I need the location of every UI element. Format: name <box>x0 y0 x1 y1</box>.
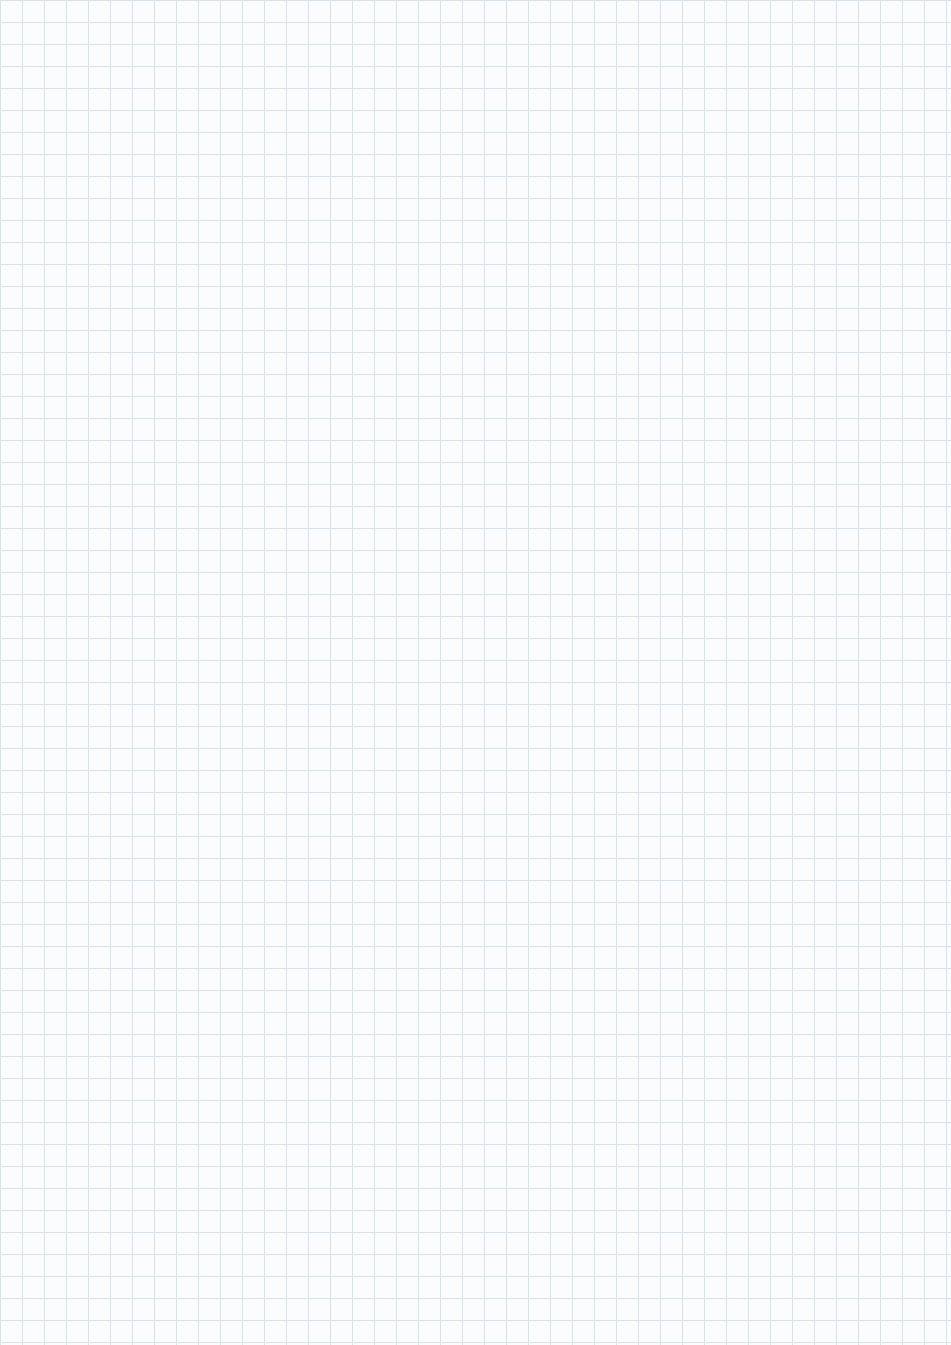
top-pencil-border <box>0 0 951 275</box>
poster-content <box>0 300 951 324</box>
bottom-pencils-illustration <box>0 1060 951 1345</box>
top-pencils-illustration <box>0 0 951 275</box>
bottom-pencil-border <box>0 1060 951 1345</box>
